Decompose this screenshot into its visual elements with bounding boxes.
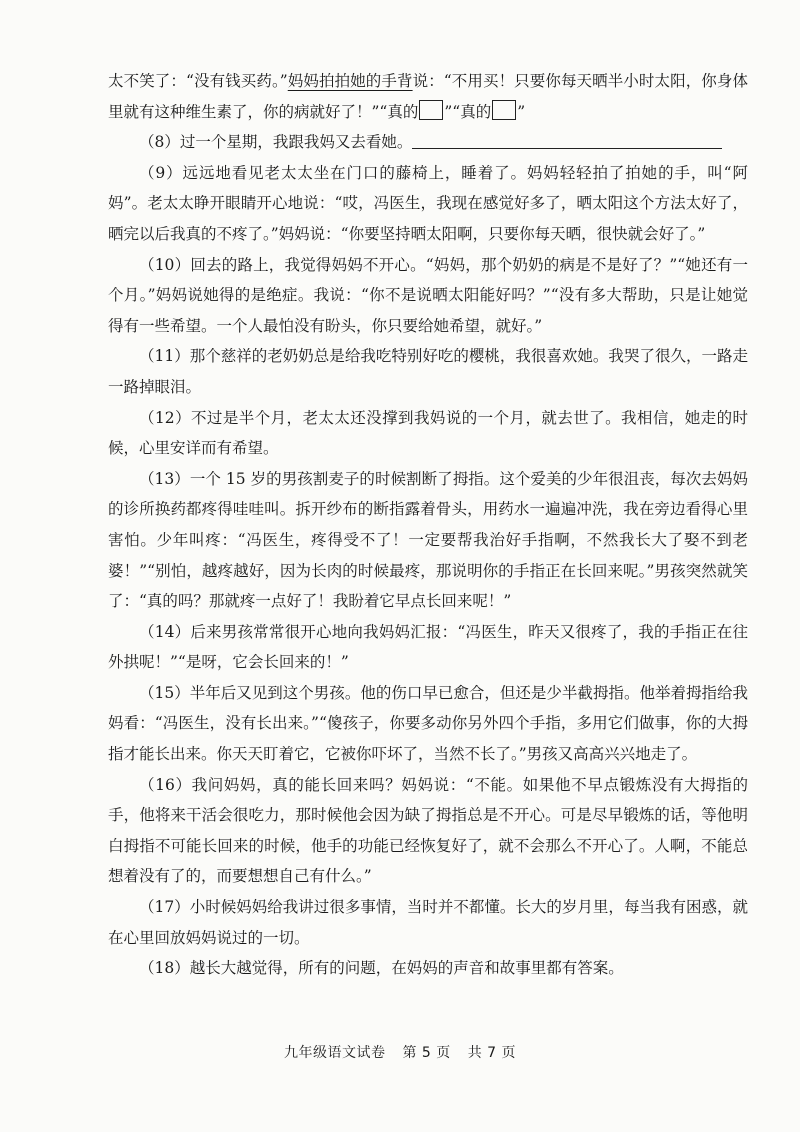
paragraph-13: （13）一个 15 岁的男孩割麦子的时候割断了拇指。这个爱美的少年很沮丧，每次去妈妈的诊所换药都疼得哇哇叫。拆开纱布的断指露着骨头，用药水一遍遍冲洗，我在旁边看得心里害怕。少年叫疼：“冯医生，疼得受不了！一定要帮我治好手指啊，不然我长大了娶不到老婆！”“别怕，越疼越好，因为长肉的时候最疼，那说明你的手指正在长回来呢。”男孩突然就笑了：“真的吗？那就疼一点好了！我盼着它早点长回来呢！” bbox=[108, 469, 748, 611]
answer-box-2[interactable] bbox=[492, 100, 516, 120]
paragraph-text: ”“真的 bbox=[444, 102, 492, 121]
paragraph-10: （10）回去的路上，我觉得妈妈不开心。“妈妈，那个奶奶的病是不是好了？”“她还有一个月。”妈妈说她得的是绝症。我说：“你不是说晒太阳能好吗？”“没有多大帮助，只是让她觉得有一些希望。一个人最怕没有盼头，你只要给她希望，就好。” bbox=[108, 255, 748, 335]
page-footer bbox=[0, 1042, 800, 1062]
paragraph-text: 太不笑了：“没有钱买药。” bbox=[108, 72, 288, 90]
paragraph-18: （18）越长大越觉得，所有的问题，在妈妈的声音和故事里都有答案。 bbox=[139, 959, 624, 978]
page-number: 第 5 页 bbox=[402, 1045, 451, 1061]
reading-passage bbox=[108, 66, 748, 984]
answer-blank-line[interactable] bbox=[412, 132, 722, 149]
underlined-phrase: 妈妈拍拍她的手背 bbox=[287, 72, 413, 90]
total-pages: 共 7 页 bbox=[467, 1045, 517, 1061]
paragraph-11: （11）那个慈祥的老奶奶总是给我吃特别好吃的樱桃，我很喜欢她。我哭了很久，一路走一路掉眼泪。 bbox=[108, 347, 748, 396]
paragraph-9: （9）远远地看见老太太坐在门口的藤椅上，睡着了。妈妈轻轻拍了拍她的手，叫“阿妈”。老太太睁开眼睛开心地说：“哎，冯医生，我现在感觉好多了，晒太阳这个方法太好了，晒完以后我真的不疼了。”妈妈说：“你要坚持晒太阳啊，只要你每天晒，很快就会好了。” bbox=[108, 163, 748, 243]
answer-box-1[interactable] bbox=[419, 100, 443, 120]
paragraph-17: （17）小时候妈妈给我讲过很多事情，当时并不都懂。长大的岁月里，每当我有困惑，就在心里回放妈妈说过的一切。 bbox=[108, 898, 748, 947]
paragraph-12: （12）不过是半个月，老太太还没撑到我妈说的一个月，就去世了。我相信，她走的时候，心里安详而有希望。 bbox=[108, 408, 748, 458]
paragraph-8 bbox=[108, 127, 748, 158]
paragraph-continued bbox=[108, 66, 748, 127]
paragraph-15: （15）半年后又见到这个男孩。他的伤口早已愈合，但还是少半截拇指。他举着拇指给我妈看：“冯医生，没有长出来。”“傻孩子，你要多动你另外四个手指，多用它们做事，你的大拇指才能长出来。你天天盯着它，它被你吓坏了，当然不长了。”男孩又高高兴兴地走了。 bbox=[108, 683, 748, 764]
paragraph-text: ” bbox=[517, 102, 526, 121]
paragraph-text: （8）过一个星期，我跟我妈又去看她。 bbox=[139, 133, 413, 152]
paragraph-16: （16）我问妈妈，真的能长回来吗？妈妈说：“不能。如果他不早点锻炼没有大拇指的手，他将来干活会很吃力，那时候他会因为缺了拇指总是不开心。可是尽早锻炼的话，等他明白拇指不可能长回来的时候，他手的功能已经恢复好了，就不会那么不开心了。人啊，不能总想着没有了的，而要想想自己有什么。” bbox=[108, 775, 748, 886]
paragraph-14: （14）后来男孩常常很开心地向我妈妈汇报：“冯医生，昨天又很疼了，我的手指正在往外拱呢！”“是呀，它会长回来的！” bbox=[108, 622, 748, 672]
paragraph-text: 说：“不用买！只要你每天晒半小时太阳，你身体里就有这种维生素了，你的病就好了！”“真的 bbox=[108, 72, 748, 121]
exam-title: 九年级语文试卷 bbox=[283, 1045, 386, 1061]
